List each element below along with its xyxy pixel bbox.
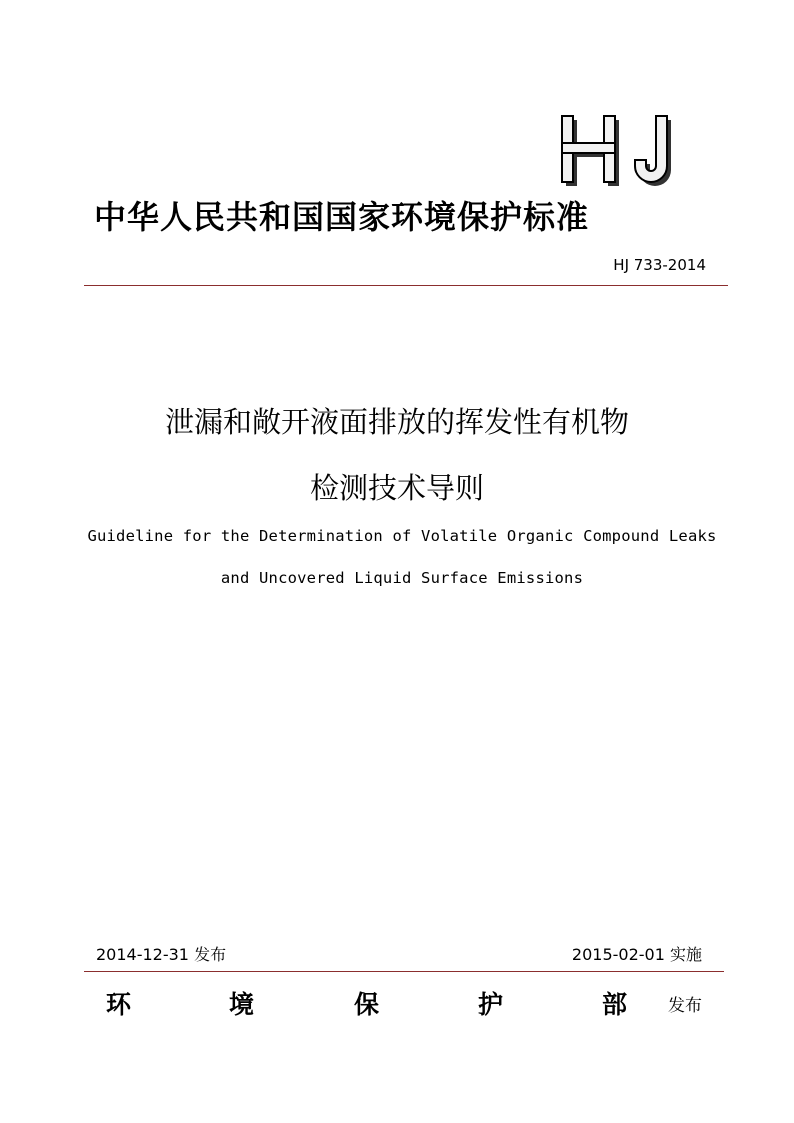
issuer-char: 境: [229, 990, 255, 1019]
issuer-char: 保: [354, 990, 380, 1019]
title-cn-line2: 检测技术导则: [309, 471, 484, 505]
issuer-char: 护: [478, 990, 504, 1019]
title-en-line2: and Uncovered Liquid Surface Emissions: [220, 569, 584, 587]
standard-code: HJ 733-2014: [613, 256, 706, 274]
issue-date: 2014-12-31 发布: [96, 945, 227, 964]
divider-bottom: [84, 971, 724, 972]
issuer-char: 环: [106, 990, 132, 1019]
implementation-date: 2015-02-01 实施: [571, 945, 702, 964]
organization-title: 中华人民共和国国家环境保护标准: [94, 198, 590, 236]
issuer-suffix: 发布: [668, 996, 702, 1016]
hj-logo: [556, 112, 696, 192]
title-en-line1: Guideline for the Determination of Volatile Organic Compound Leaks: [87, 527, 717, 545]
title-cn-line1: 泄漏和敞开液面排放的挥发性有机物: [164, 405, 629, 439]
issuer-char: 部: [602, 990, 628, 1019]
divider-top: [84, 285, 728, 286]
